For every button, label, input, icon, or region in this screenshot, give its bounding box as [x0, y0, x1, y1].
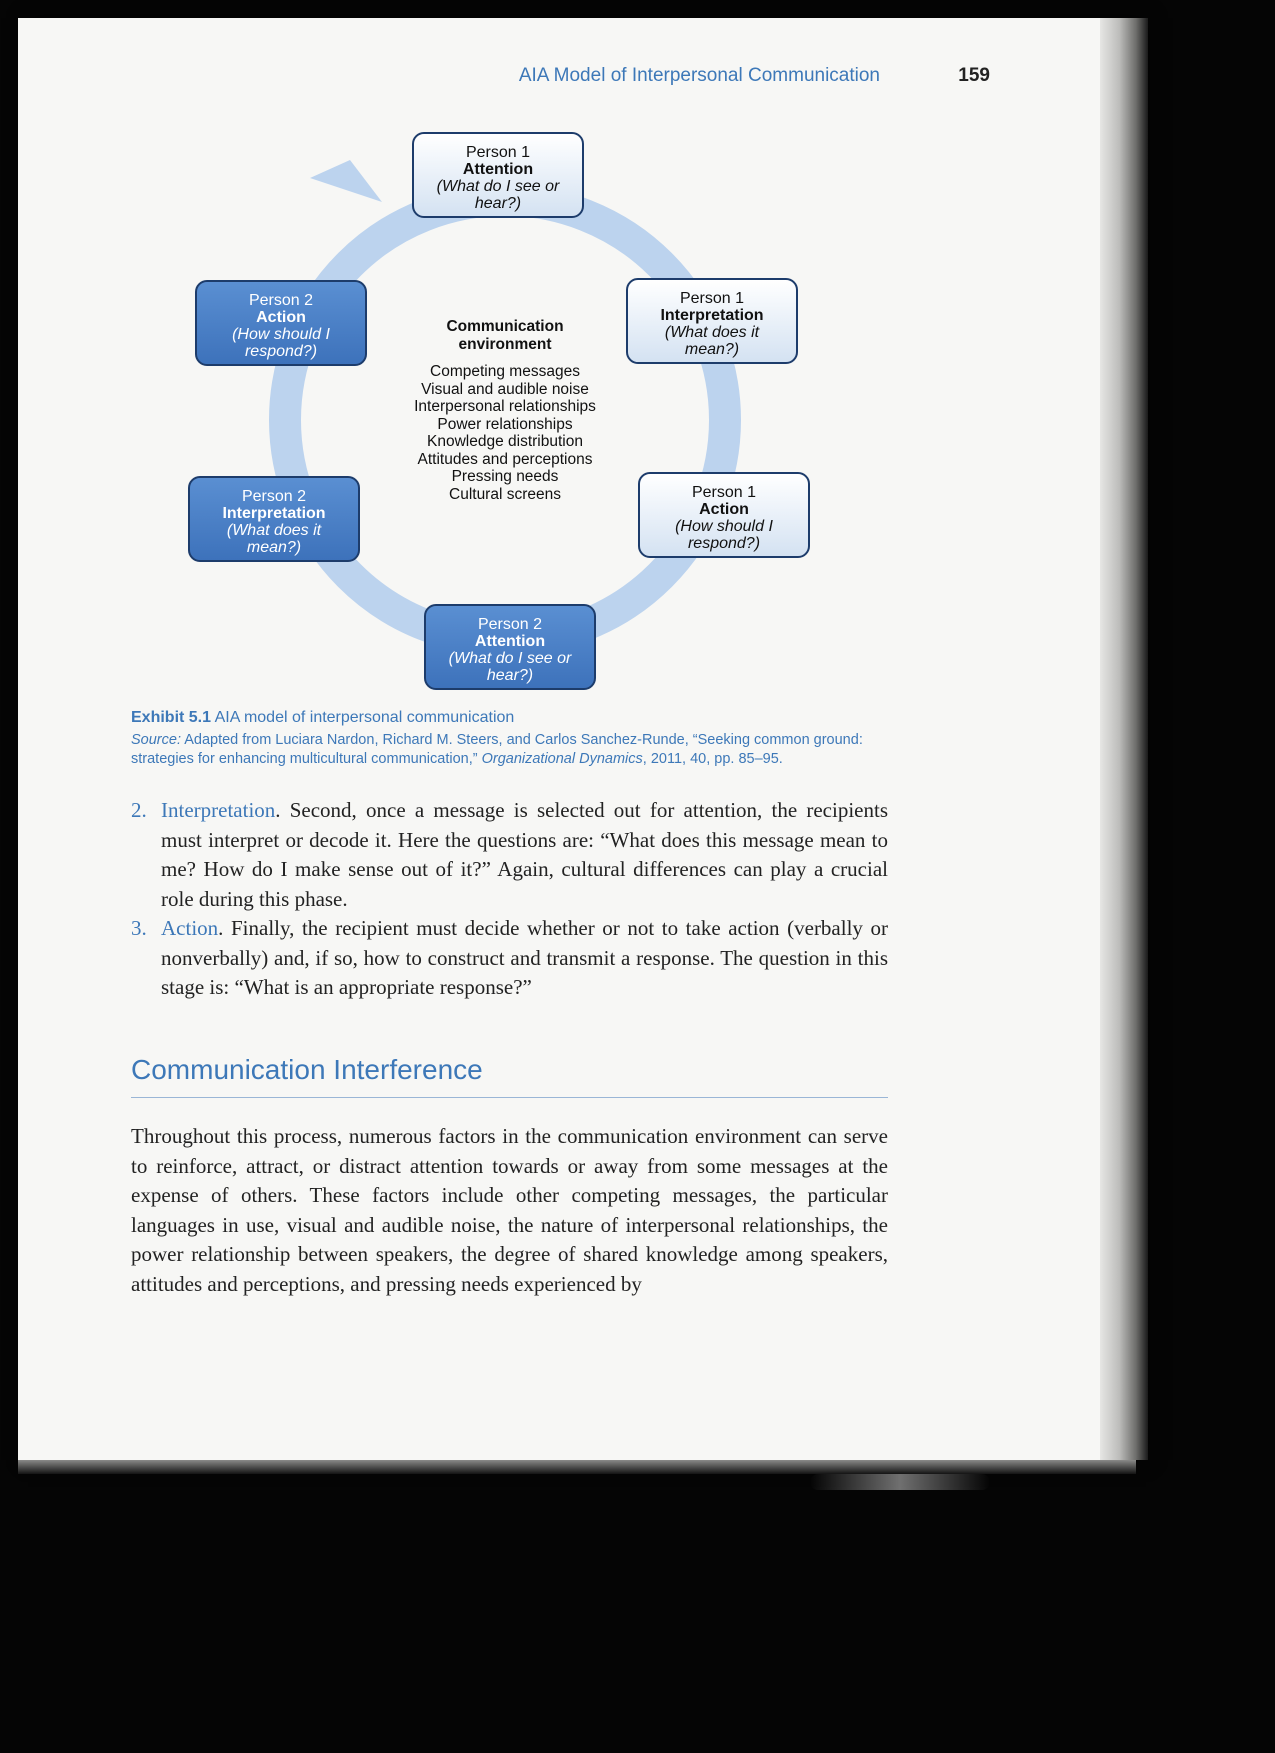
source-text: Adapted from Luciara Nardon, Richard M. Steers, and Carlos Sanchez-Runde, “Seeking common ground: strategies for enhancing multicultural communication,” [131, 732, 863, 767]
node-person1-interpretation [626, 278, 798, 364]
node-question: respond?) [244, 343, 318, 360]
environment-item: Visual and audible noise [421, 380, 589, 398]
source-tail: , 2011, 40, pp. 85–95. [642, 751, 783, 767]
node-question: hear?) [474, 195, 522, 212]
exhibit-title: AIA model of interpersonal communication [214, 709, 515, 726]
node-person-label: Person 2 [477, 616, 543, 633]
list-body [161, 796, 888, 914]
environment-title-line: Communication [446, 318, 564, 335]
page-glint [810, 1474, 990, 1490]
node-stage-label: Attention [462, 161, 534, 178]
node-person-label: Person 1 [679, 290, 745, 307]
node-question: (What does it [226, 522, 322, 539]
source-label: Source: [131, 732, 181, 748]
environment-title [395, 318, 615, 353]
page-edge-shadow [1100, 18, 1148, 1460]
environment-item: Interpersonal relationships [414, 398, 596, 415]
list-number: 3. [131, 916, 147, 940]
exhibit-line [131, 708, 891, 728]
node-person-label: Person 1 [465, 144, 531, 161]
node-person1-action [638, 472, 810, 558]
list-number: 2. [131, 798, 147, 822]
page-number: 159 [958, 65, 990, 86]
section-rule [131, 1097, 888, 1098]
environment-item: Attitudes and perceptions [417, 450, 593, 468]
node-question: (What do I see or [436, 178, 560, 195]
section-paragraph: Throughout this process, numerous factors in the communication environment can serve to reinforce, attract, or distract attention towards or away from some messages at the expense of others. These factors include other competing messages, the particular languages in use, visual and audible noise, the nature of interpersonal relationships, the power relationship between speakers, the degree of shared knowledge among speakers, attitudes and perceptions, and pressing needs experienced by [131, 1124, 888, 1296]
list-text: . Second, once a message is selected out for attention, the recipients must interpret or decode it. Here the questions are: “What does this message mean to me? How do I make sense out of it?” Again, cultural differences can play a crucial role during this phase. [161, 798, 888, 911]
environment-item: Pressing needs [451, 468, 559, 485]
node-stage-label: Interpretation [660, 307, 764, 324]
communication-environment [395, 318, 615, 503]
node-person2-interpretation [188, 476, 360, 562]
node-stage-label: Attention [474, 633, 546, 650]
node-question: mean?) [246, 539, 302, 556]
node-person1-attention [412, 132, 584, 218]
page-bottom-edge [18, 1460, 1136, 1474]
environment-item: Knowledge distribution [427, 433, 583, 450]
section-heading: Communication Interference [131, 1054, 483, 1085]
node-person2-action [195, 280, 367, 366]
environment-title-line: environment [458, 335, 552, 353]
node-stage-label: Action [699, 501, 749, 518]
node-person-label: Person 2 [241, 488, 307, 505]
cycle-arrowhead [310, 160, 382, 202]
node-question: mean?) [684, 341, 740, 358]
node-question: (How should I [232, 326, 330, 343]
environment-item: Competing messages [430, 363, 580, 380]
exhibit-number: Exhibit 5.1 [131, 709, 212, 726]
node-person2-attention [424, 604, 596, 690]
source-journal: Organizational Dynamics [481, 751, 643, 767]
list-body [161, 914, 888, 1003]
environment-item: Power relationships [437, 415, 573, 433]
list-term: Interpretation [161, 798, 276, 822]
aia-diagram [180, 140, 830, 700]
node-question: (What do I see or [448, 650, 572, 667]
node-person-label: Person 2 [248, 292, 314, 309]
node-question: respond?) [687, 535, 761, 552]
figure-source [131, 731, 891, 769]
environment-item: Cultural screens [449, 485, 561, 503]
list-term: Action [161, 916, 219, 940]
running-head: AIA Model of Interpersonal Communication [518, 65, 880, 86]
node-person-label: Person 1 [691, 484, 757, 501]
node-question: (How should I [675, 518, 773, 535]
node-stage-label: Action [256, 309, 306, 326]
node-question: hear?) [486, 667, 534, 684]
node-stage-label: Interpretation [222, 505, 326, 522]
figure-caption [131, 708, 891, 769]
node-question: (What does it [664, 324, 760, 341]
list-text: . Finally, the recipient must decide whether or not to take action (verbally or nonverbally) and, if so, how to construct and transmit a response. The question in this stage is: “What is an appropriate response?” [161, 916, 888, 999]
